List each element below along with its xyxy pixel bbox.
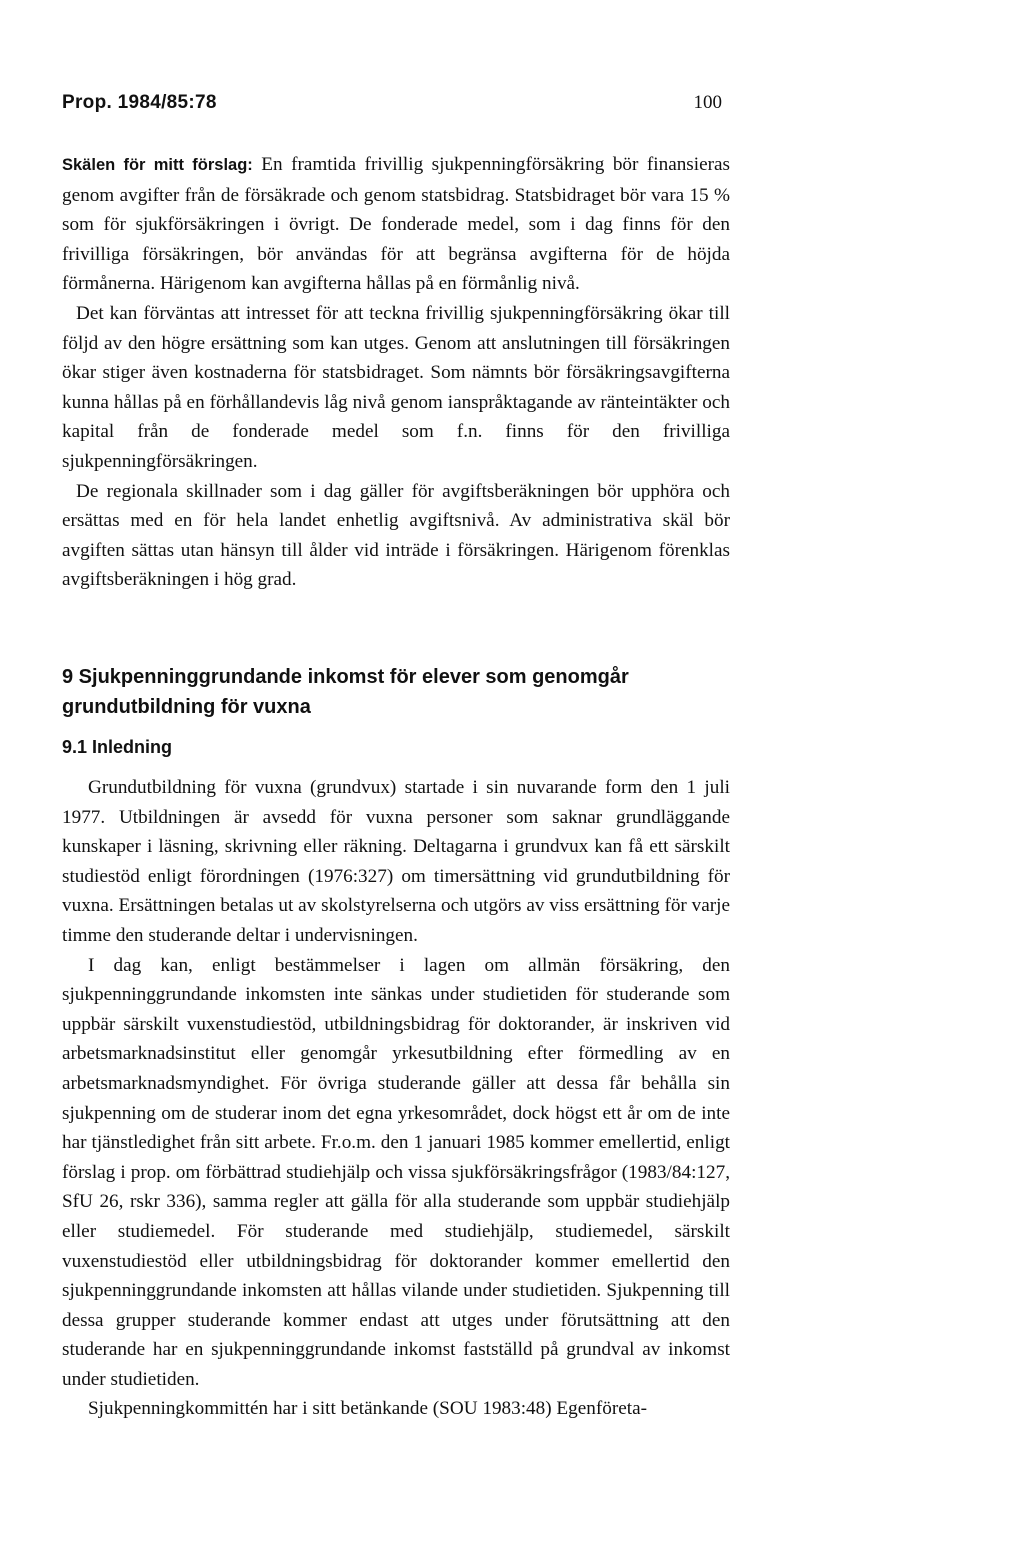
section-paragraph-2: I dag kan, enligt bestämmelser i lagen om allmän försäkring, den sjukpenninggrundande inkomsten inte sänkas under studietiden för studerande som uppbär särskilt vuxenstudiestöd, utbildningsbidrag för doktorander, är inskriven vid arbetsmarknadsinstitut eller genomgår yrkesutbildning efter förmedling av en arbetsmarknadsmyndighet. För övriga studerande gäller att dessa får behålla sin sjukpenning om de studerar inom det egna yrkesområdet, dock högst ett år om de inte har tjänstledighet från sitt arbete. Fr.o.m. den 1 januari 1985 kommer emellertid, enligt förslag i prop. om förbättrad studiehjälp och vissa sjukförsäkringsfrågor (1983/84:127, SfU 26, rskr 336), samma regler att gälla för alla studerande som uppbär studiehjälp eller studiemedel. För studerande med studiehjälp, studiemedel, särskilt vuxenstudiestöd eller utbildningsbidrag för doktorander kommer emellertid den sjukpenninggrundande inkomsten att hållas vilande under studietiden. Sjukpenning till dessa grupper studerande kommer endast att utges under förutsättning att den studerande har en sjukpenninggrundande inkomst fastställd på grundval av inkomst under studietiden.	[62, 954, 730, 1390]
lead-in-heading: Skälen för mitt förslag:	[62, 156, 253, 174]
page-number: 100	[693, 92, 722, 113]
intro-paragraph-1-text: En framtida frivillig sjukpenningförsäkring bör finansieras genom avgifter från de försäkrade och genom statsbidrag. Statsbidraget bör vara 15 % som för sjukförsäkringen i övrigt. De fonderade medel, som i dag finns för den frivilliga försäkringen, bör användas för att begränsa avgifterna för de höjda förmånerna. Härigenom kan avgifterna hållas på en förmånlig nivå.	[62, 154, 730, 295]
section-paragraph-3: Sjukpenningkommittén har i sitt betänkande (SOU 1983:48) Egenföreta-	[88, 1398, 647, 1420]
section-text	[62, 773, 730, 1424]
section-heading: 9.1 Inledning	[62, 737, 173, 757]
intro-paragraph-1	[62, 150, 730, 299]
intro-paragraph-2: Det kan förväntas att intresset för att teckna frivillig sjukpenningförsäkring ökar till följd av den högre ersättning som kan utges. Genom att anslutningen till försäkringen ökar stiger även kostnaderna för statsbidraget. Som nämnts bör försäkringsavgifterna kunna hållas på en förhållandevis låg nivå genom ianspråktagande av ränteintäkter och kapital från de fonderade medel som f.n. finns för den frivilliga sjukpenningförsäkringen.	[62, 302, 730, 472]
section-paragraph-1: Grundutbildning för vuxna (grundvux) startade i sin nuvarande form den 1 juli 1977. Utbildningen är avsedd för vuxna personer som saknar grundläggande kunskaper i läsning, skrivning eller räkning. Deltagarna i grundvux kan få ett särskilt studiestöd enligt förordningen (1976:327) om timersättning vid grundutbildning för vuxna. Ersättningen betalas ut av skolstyrelserna och utgörs av viss ersättning för varje timme den studerande deltar i undervisningen.	[62, 777, 730, 946]
intro-text	[62, 150, 730, 595]
chapter-heading: 9 Sjukpenninggrundande inkomst för elever som genomgår grundutbildning för vuxna	[62, 666, 629, 718]
intro-paragraph-3: De regionala skillnader som i dag gäller för avgiftsberäkningen bör upphöra och ersättas med en för hela landet enhetlig avgiftsnivå. Av administrativa skäl bör avgiften sättas utan hänsyn till ålder vid inträde i försäkringen. Härigenom förenklas avgiftsberäkningen i hög grad.	[62, 480, 730, 591]
page-header	[62, 92, 730, 114]
proposition-reference: Prop. 1984/85:78	[62, 92, 217, 113]
